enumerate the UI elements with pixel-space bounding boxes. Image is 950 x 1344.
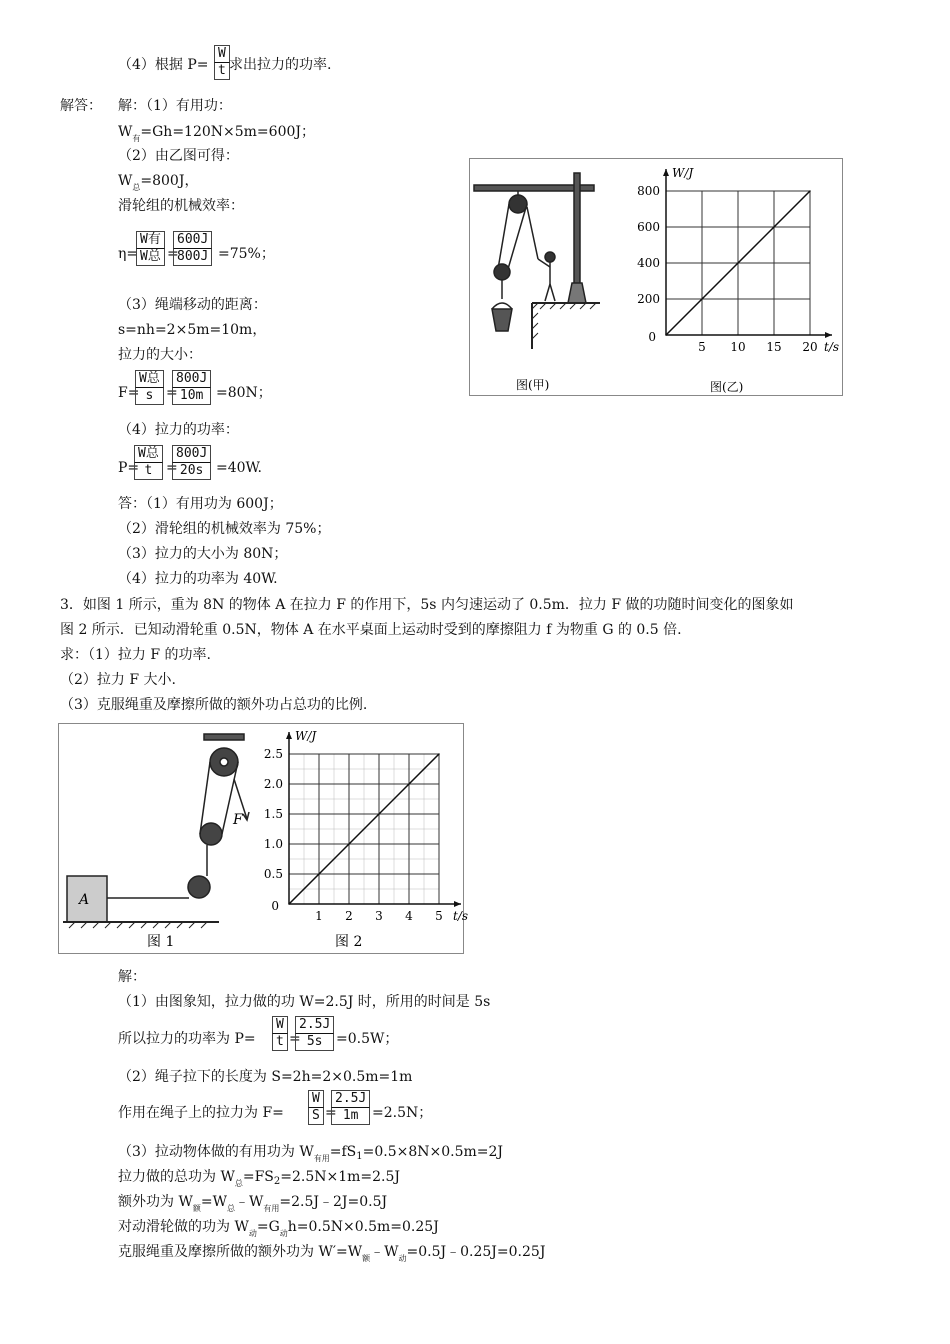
bucket-handle	[492, 303, 512, 309]
sub: 动	[398, 1254, 407, 1263]
frac-num: 800J	[172, 370, 211, 388]
sol-line4-frac1	[308, 1090, 324, 1125]
answer-2: （2）滑轮组的机械效率为 75%；	[118, 521, 331, 537]
data-point	[438, 753, 440, 755]
answer-1: 答：（1）有用功为 600J；	[118, 496, 283, 512]
figure-1-2	[58, 723, 469, 954]
moving-pulley	[494, 264, 510, 280]
sub: 2	[273, 1176, 281, 1187]
text: =FS	[242, 1169, 274, 1185]
q3-line2: 图 2 所示．已知动滑轮重 0.5N，物体 A 在水平桌面上运动时受到的摩擦阻力 f 为物重 G 的 0.5 倍.	[60, 622, 682, 638]
y-tick-label: 400	[637, 256, 660, 270]
frac-den: t	[134, 463, 163, 480]
power-frac-1	[134, 445, 163, 480]
frac-num: 2.5J	[295, 1016, 334, 1034]
y-tick-label: 1.5	[263, 807, 283, 821]
caption-jia: 图(甲)	[516, 378, 550, 392]
eta-pre: η=	[118, 246, 139, 262]
x-axis-label: t/s	[824, 340, 840, 354]
step3-title: （3）绳端移动的距离：	[118, 297, 267, 313]
w-total-line	[118, 172, 198, 197]
x-tick-label: 4	[405, 909, 413, 923]
y-tick-label: 600	[637, 220, 660, 234]
eta-post: =75%；	[218, 246, 275, 262]
force-post: =80N；	[216, 385, 272, 401]
sol-line6	[118, 1168, 400, 1193]
origin-label: 0	[271, 899, 279, 913]
eta-frac-1	[136, 231, 165, 266]
w-useful-eq: =Gh=120N×5m=600J；	[140, 124, 316, 140]
equals: =	[166, 385, 178, 401]
moving-pulley	[200, 823, 222, 845]
text: ﹣W	[234, 1194, 264, 1210]
person-leg	[545, 284, 550, 301]
sub: 额	[192, 1204, 201, 1213]
power-pre: P=	[118, 460, 140, 476]
caption-2: 图 2	[335, 934, 363, 950]
frac-den: t	[272, 1034, 288, 1051]
y-axis-label: W/J	[295, 729, 317, 743]
sol-title: 解：	[118, 969, 146, 985]
frac-den: 800J	[173, 249, 212, 266]
sub: 总	[226, 1204, 235, 1213]
sol-line2-frac1	[272, 1016, 288, 1051]
x-tick-label: 3	[375, 909, 383, 923]
text: 额外功为 W	[118, 1194, 193, 1210]
sol-line2-pre: 所以拉力的功率为 P=	[118, 1031, 256, 1047]
x-tick-label: 5	[698, 340, 706, 354]
answer-label: 解答：	[60, 98, 102, 114]
w-sub: 有	[132, 134, 141, 143]
q3-line1: 3．如图 1 所示，重为 8N 的物体 A 在拉力 F 的作用下，5s 内匀速运动了 0.5m．拉力 F 做的功随时间变化的图象如	[60, 597, 794, 613]
pulley-scene-jia	[474, 173, 600, 349]
text: =W	[200, 1194, 227, 1210]
w-total-eq: =800J，	[140, 173, 199, 189]
text: 对动滑轮做的功为 W	[118, 1219, 249, 1235]
force-frac-2	[172, 370, 211, 405]
chart-yi	[637, 166, 839, 354]
x-axis-arrow	[825, 332, 832, 338]
frac-num: W有	[136, 231, 165, 249]
data-point	[809, 190, 811, 192]
sub: 有用	[263, 1204, 280, 1213]
data-point	[665, 334, 667, 336]
sub: 有用	[313, 1154, 330, 1163]
text: （3）拉动物体做的有用功为 W	[118, 1144, 314, 1160]
y-tick-label: 1.0	[263, 837, 283, 851]
frac-den: 1m	[331, 1108, 370, 1125]
x-tick-label: 1	[315, 909, 323, 923]
w-sub: 总	[132, 183, 141, 192]
equals: =	[289, 1031, 301, 1047]
text: =2.5J﹣2J=0.5J	[279, 1194, 388, 1210]
frac-den: t	[214, 63, 230, 80]
sol-line4-post: =2.5N；	[372, 1105, 433, 1121]
text: =0.5×8N×0.5m=2J	[362, 1144, 504, 1160]
rope-left	[498, 204, 509, 269]
data-point	[701, 298, 703, 300]
q3-ask1: 求：（1）拉力 F 的功率.	[60, 647, 211, 663]
y-tick-label: 0.5	[263, 867, 283, 881]
step2-title: （2）由乙图可得：	[118, 148, 239, 164]
frac-num: W	[308, 1090, 324, 1108]
frac-den: 10m	[172, 388, 211, 405]
text: 克服绳重及摩擦所做的额外功为 W′=W	[118, 1244, 363, 1260]
y-tick-label: 200	[637, 292, 660, 306]
data-point	[318, 873, 320, 875]
y-axis-arrow	[663, 169, 669, 176]
text: =fS	[329, 1144, 357, 1160]
figure-jia-yi-svg	[470, 159, 842, 395]
person-head	[545, 252, 555, 262]
text: h=0.5N×0.5m=0.25J	[287, 1219, 439, 1235]
sub: 动	[248, 1229, 257, 1238]
rope-pull	[527, 207, 538, 259]
bucket	[492, 309, 512, 331]
power-frac-2	[172, 445, 211, 480]
frac-num: 800J	[172, 445, 211, 463]
x-axis-arrow	[454, 901, 461, 907]
step4-post: 求出拉力的功率.	[229, 57, 332, 73]
power-post: =40W.	[216, 460, 262, 476]
figure-1-2-svg	[59, 724, 469, 953]
pulley-axle	[220, 758, 228, 766]
sub: 总	[234, 1179, 243, 1188]
frac-num: W总	[134, 445, 163, 463]
force-pre: F=	[118, 385, 140, 401]
frac-den: s	[135, 388, 164, 405]
eff-title: 滑轮组的机械效率：	[118, 198, 244, 214]
frac-num: 2.5J	[331, 1090, 370, 1108]
data-point	[773, 226, 775, 228]
sub: 1	[356, 1151, 363, 1162]
sol-line3: （2）绳子拉下的长度为 S=2h=2×0.5m=1m	[118, 1069, 413, 1085]
sub: 动	[279, 1229, 288, 1238]
data-point	[737, 262, 739, 264]
w-useful-line	[118, 123, 315, 148]
text: ﹣W	[370, 1244, 399, 1260]
sol-line4-frac2	[331, 1090, 370, 1125]
frac-den: 5s	[295, 1034, 334, 1051]
sol-line2-frac2	[295, 1016, 334, 1051]
x-tick-label: 5	[435, 909, 443, 923]
sol-line5	[118, 1143, 503, 1168]
person-leg	[550, 284, 555, 301]
text: =2.5N×1m=2.5J	[280, 1169, 401, 1185]
y-tick-label: 800	[637, 184, 660, 198]
sol-line9	[118, 1243, 545, 1268]
rope-mid	[508, 204, 527, 269]
equals: =	[325, 1105, 337, 1121]
sol-line2-post: =0.5W；	[336, 1031, 399, 1047]
x-tick-label: 15	[766, 340, 782, 354]
sub: 额	[362, 1254, 371, 1263]
answer-4: （4）拉力的功率为 40W.	[118, 571, 278, 587]
frac-num: W	[214, 45, 230, 63]
eta-frac-2	[173, 231, 212, 266]
sol-line7	[118, 1193, 387, 1218]
frac-num: 600J	[173, 231, 212, 249]
q3-ask3: （3）克服绳重及摩擦所做的额外功占总功的比例.	[60, 697, 368, 713]
equals: =	[166, 460, 178, 476]
answer-3: （3）拉力的大小为 80N；	[118, 546, 288, 562]
x-tick-label: 10	[730, 340, 746, 354]
text: =G	[256, 1219, 280, 1235]
data-point	[408, 783, 410, 785]
caption-1: 图 1	[147, 934, 175, 950]
x-tick-label: 2	[345, 909, 353, 923]
hatching	[532, 303, 596, 339]
frac-den: W总	[136, 249, 165, 266]
ceiling-mount	[204, 734, 244, 740]
sol-line4-pre: 作用在绳子上的拉力为 F=	[118, 1105, 284, 1121]
answer-intro: 解：（1）有用功：	[118, 98, 232, 114]
pulley-scene-1	[63, 734, 249, 928]
text: =0.5J﹣0.25J=0.25J	[406, 1244, 546, 1260]
q3-ask2: （2）拉力 F 大小.	[60, 672, 176, 688]
post-base	[568, 283, 586, 303]
label-f: F	[233, 812, 243, 828]
y-tick-label: 2.0	[263, 777, 283, 791]
data-point	[378, 813, 380, 815]
distance-eq: s=nh=2×5m=10m，	[118, 322, 267, 338]
figure-jia-yi	[469, 158, 843, 396]
step4-line	[118, 56, 209, 74]
equals: =	[167, 246, 179, 262]
fixed-pulley	[509, 195, 527, 213]
step4-pre: （4）根据 P=	[118, 57, 209, 73]
data-point	[348, 843, 350, 845]
step4-fraction	[214, 45, 230, 80]
frac-num: W	[272, 1016, 288, 1034]
text: 拉力做的总功为 W	[118, 1169, 235, 1185]
x-axis-label: t/s	[453, 909, 469, 923]
y-tick-label: 2.5	[263, 747, 283, 761]
y-axis-arrow	[286, 732, 292, 739]
force-frac-1	[135, 370, 164, 405]
sol-line1: （1）由图象知，拉力做的功 W=2.5J 时，所用的时间是 5s	[118, 994, 491, 1010]
corner-pulley	[188, 876, 210, 898]
w-label: W	[118, 124, 133, 140]
chart-2	[264, 729, 468, 923]
label-a: A	[79, 892, 90, 908]
x-tick-label: 20	[802, 340, 818, 354]
force-title: 拉力的大小：	[118, 347, 202, 363]
data-point	[288, 903, 290, 905]
sol-line8	[118, 1218, 439, 1243]
frac-den: 20s	[172, 463, 211, 480]
frac-num: W总	[135, 370, 164, 388]
w-label: W	[118, 173, 133, 189]
origin-label: 0	[648, 330, 656, 344]
caption-yi: 图(乙)	[710, 380, 744, 394]
step4-title: （4）拉力的功率：	[118, 422, 239, 438]
y-axis-label: W/J	[672, 166, 694, 180]
frac-den: S	[308, 1108, 324, 1125]
